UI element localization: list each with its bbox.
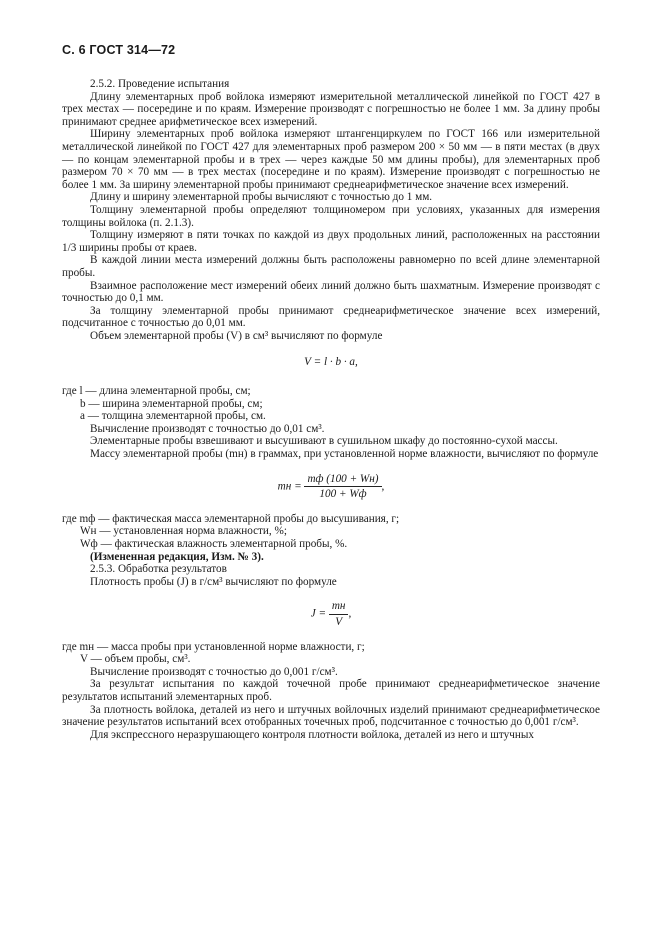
definition: где mф — фактическая масса элементарной пробы до высушивания, г; xyxy=(62,512,400,525)
paragraph-part: ширины пробы от краев. xyxy=(76,241,197,254)
definition: где mн — масса пробы при установленной норме влажности, г; xyxy=(62,640,365,653)
formula-denominator: 100 + Wф xyxy=(319,488,367,501)
fraction-third: 1/3 xyxy=(62,241,77,254)
formula-numerator: mф (100 + Wн) xyxy=(304,473,381,488)
revision-note: (Измененная редакция, Изм. № 3). xyxy=(90,550,264,563)
document-body xyxy=(62,78,600,741)
formula-density xyxy=(62,600,600,628)
formula-lhs: J = xyxy=(310,608,327,621)
paragraph: Массу элементарной пробы (mн) в граммах, при установленной норме влажности, вычисляют по формуле xyxy=(90,448,599,461)
paragraph: За плотность войлока, деталей из него и штучных войлочных изделий принимают среднеарифметическое значение результатов испытаний всех отобранных точечных проб, подсчитанное с точностью до 0,001 г/см³. xyxy=(62,703,600,729)
formula-mass xyxy=(62,473,600,501)
definitions-volume xyxy=(62,385,600,423)
formula-lhs: mн = xyxy=(277,480,302,493)
definition: где l — длина элементарной пробы, см; xyxy=(62,385,251,398)
paragraph: Объем элементарной пробы (V) в см³ вычисляют по формуле xyxy=(90,329,383,342)
paragraph: За результат испытания по каждой точечной пробе принимают среднеарифметическое значение результатов испытаний элементарных проб. xyxy=(62,678,600,703)
paragraph xyxy=(62,229,600,254)
formula-tail: , xyxy=(348,608,352,621)
paragraph: За толщину элементарной пробы принимают среднеарифметическое значение всех измерений, подсчитанное с точностью до 0,01 мм. xyxy=(62,304,600,330)
formula-tail: , xyxy=(381,480,385,493)
paragraph: Толщину элементарной пробы определяют толщиномером при условиях, указанных для измерения толщины войлока (п. 2.1.3). xyxy=(62,203,600,229)
definitions-mass xyxy=(62,513,600,551)
definition: Wф — фактическая влажность элементарной пробы, %. xyxy=(80,538,348,550)
paragraph-part: Толщину измеряют в пяти точках по каждой из двух продольных линий, расположенных на расстоянии xyxy=(90,229,600,242)
definition: b — ширина элементарной пробы, см; xyxy=(80,397,263,410)
paragraph: В каждой линии места измерений должны быть расположены равномерно по всей длине элементарной пробы. xyxy=(62,254,600,279)
paragraph: Элементарные пробы взвешивают и высушивают в сушильном шкафу до постоянно-сухой массы. xyxy=(90,435,558,448)
formula-numerator: mн xyxy=(329,600,349,615)
paragraph: Вычисление производят с точностью до 0,01 см³. xyxy=(90,422,325,435)
paragraph: Длину и ширину элементарной пробы вычисляют с точностью до 1 мм. xyxy=(90,191,433,204)
formula-fraction xyxy=(304,473,381,501)
paragraph: Длину элементарных проб войлока измеряют измерительной металлической линейкой по ГОСТ 427 в трех местах — посередине и по краям. Измерение производят с погрешностью не более 1 мм. За длину пробы принимают среднее арифметическое всех измерений. xyxy=(62,90,600,128)
formula-fraction xyxy=(329,600,352,628)
formula-volume: V = l · b · a, xyxy=(304,356,358,369)
section-title: 2.5.2. Проведение испытания xyxy=(90,78,230,90)
paragraph: Для экспрессного неразрушающего контроля плотности войлока, деталей из него и штучных xyxy=(90,728,534,741)
page-header: С. 6 ГОСТ 314—72 xyxy=(62,43,176,57)
paragraph: Вычисление производят с точностью до 0,001 г/см³. xyxy=(90,665,338,678)
section-title: 2.5.3. Обработка результатов xyxy=(90,563,227,576)
definitions-density xyxy=(62,641,600,666)
definition: a — толщина элементарной пробы, см. xyxy=(80,410,266,423)
paragraph: Взаимное расположение мест измерений обеих линий должно быть шахматным. Измерение производят с точностью до 0,1 мм. xyxy=(62,279,600,305)
definition: V — объем пробы, см³. xyxy=(80,653,191,666)
paragraph: Плотность пробы (J) в г/см³ вычисляют по формуле xyxy=(90,575,337,588)
definition: Wн — установленная норма влажности, %; xyxy=(80,525,287,538)
formula-denominator: V xyxy=(335,615,343,628)
paragraph: Ширину элементарных проб войлока измеряют штангенциркулем по ГОСТ 166 или измерительной металлической линейкой по ГОСТ 427 для элементарных проб размером 200 × 50 мм — в пяти местах (в двух — по концам элементарной пробы и в трех — через каждые 50 мм длины пробы), для элементарных проб размером 70 × 70 мм — в трех местах (посередине и по краям). Измерение производят с погрешностью не более 1 мм. За ширину элементарной пробы принимают среднеарифметическое значение всех измерений. xyxy=(62,128,600,191)
